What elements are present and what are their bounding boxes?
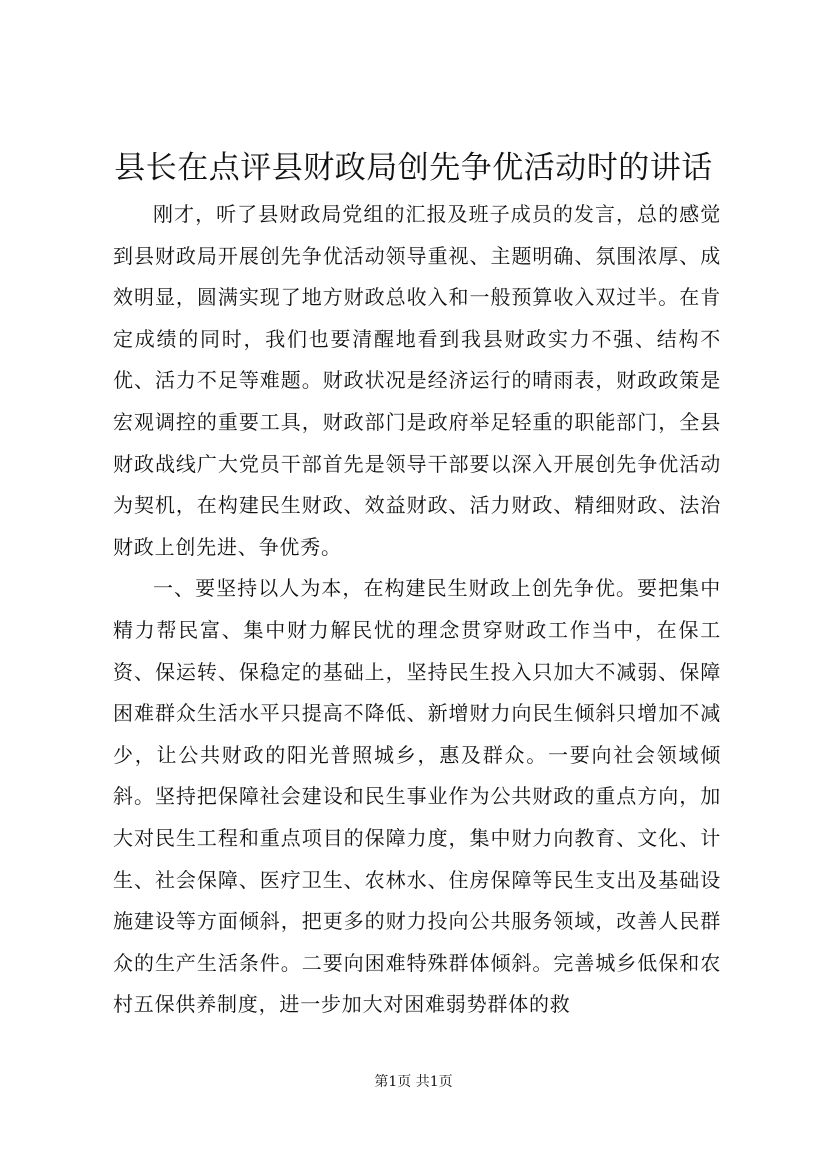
paragraph-intro: 刚才，听了县财政局党组的汇报及班子成员的发言，总的感觉到县财政局开展创先争优活动领导重视、主题明确、氛围浓厚、成效明显，圆满实现了地方财政总收入和一般预算收入双过半。在肯定成绩的同时，我们也要清醒地看到我县财政实力不强、结构不优、活力不足等难题。财政状况是经济运行的晴雨表，财政政策是宏观调控的重要工具，财政部门是政府举足轻重的职能部门，全县财政战线广大党员干部首先是领导干部要以深入开展创先争优活动为契机，在构建民生财政、效益财政、活力财政、精细财政、法治财政上创先进、争优秀。	[113, 202, 721, 559]
document-title: 县长在点评县财政局创先争优活动时的讲话	[114, 150, 713, 186]
document-body	[113, 194, 721, 1026]
page-footer: 第1页 共1页	[374, 1074, 453, 1090]
paragraph-section-one: 一、要坚持以人为本，在构建民生财政上创先争优。要把集中精力帮民富、集中财力解民忧的理念贯穿财政工作当中，在保工资、保运转、保稳定的基础上，坚持民生投入只加大不减弱、保障困难群众生活水平只提高不降低、新增财力向民生倾斜只增加不减少，让公共财政的阳光普照城乡，惠及群众。一要向社会领域倾斜。坚持把保障社会建设和民生事业作为公共财政的重点方向，加大对民生工程和重点项目的保障力度，集中财力向教育、文化、计生、社会保障、医疗卫生、农林水、住房保障等民生支出及基础设施建设等方面倾斜，把更多的财力投向公共服务领域，改善人民群众的生产生活条件。二要向困难特殊群体倾斜。完善城乡低保和农村五保供养制度，进一步加大对困难弱势群体的救	[113, 576, 721, 1017]
